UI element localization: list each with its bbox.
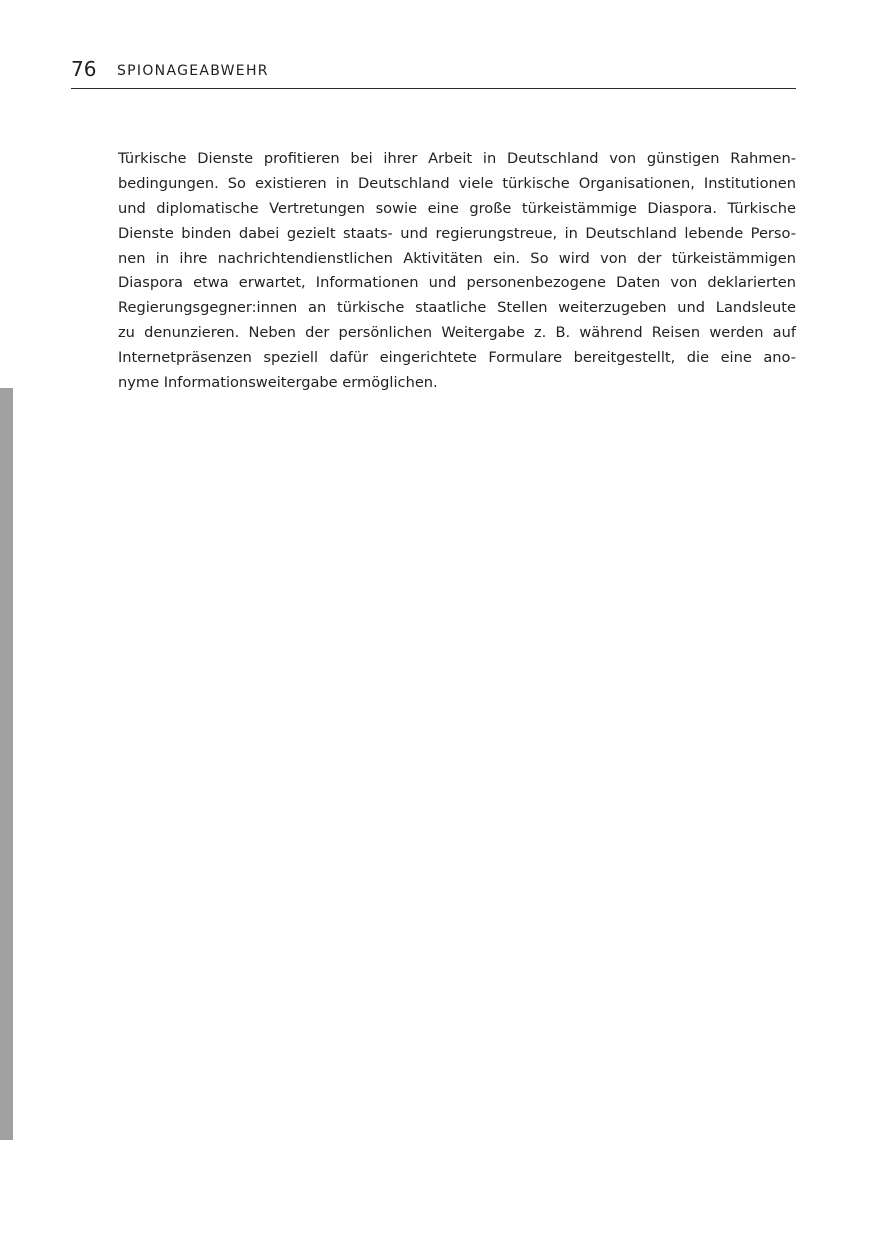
body-line: Regierungsgegner:innen an türkische staatliche Stellen weiterzugeben und Landsleute [118, 299, 796, 317]
body-line: Internetpräsenzen speziell dafür eingerichtete Formulare bereitgestellt, die eine ano- [118, 349, 796, 367]
body-line: und diplomatische Vertretungen sowie eine große türkeistämmige Diaspora. Türkische [118, 199, 796, 217]
page-header [71, 56, 796, 89]
body-line: nyme Informationsweitergabe ermöglichen. [118, 374, 438, 392]
body-line: Diaspora etwa erwartet, Informationen und personenbezogene Daten von deklarierten [118, 274, 796, 292]
body-line: Türkische Dienste profitieren bei ihrer Arbeit in Deutschland von günstigen Rahmen- [118, 150, 796, 167]
body-line: bedingungen. So existieren in Deutschland viele türkische Organisationen, Institutionen [118, 174, 796, 192]
body-line: zu denunzieren. Neben der persönlichen Weitergabe z. B. während Reisen werden auf [118, 324, 796, 342]
body-line: Dienste binden dabei gezielt staats- und regierungstreue, in Deutschland lebende Perso- [118, 224, 796, 242]
body-line: nen in ihre nachrichtendienstlichen Aktivitäten ein. So wird von der türkeistämmigen [118, 249, 796, 267]
body-paragraph [118, 147, 796, 396]
running-head: SPIONAGEABWEHR [117, 63, 269, 79]
page-number: 76 [71, 57, 97, 81]
chapter-thumb-tab [0, 388, 13, 1140]
